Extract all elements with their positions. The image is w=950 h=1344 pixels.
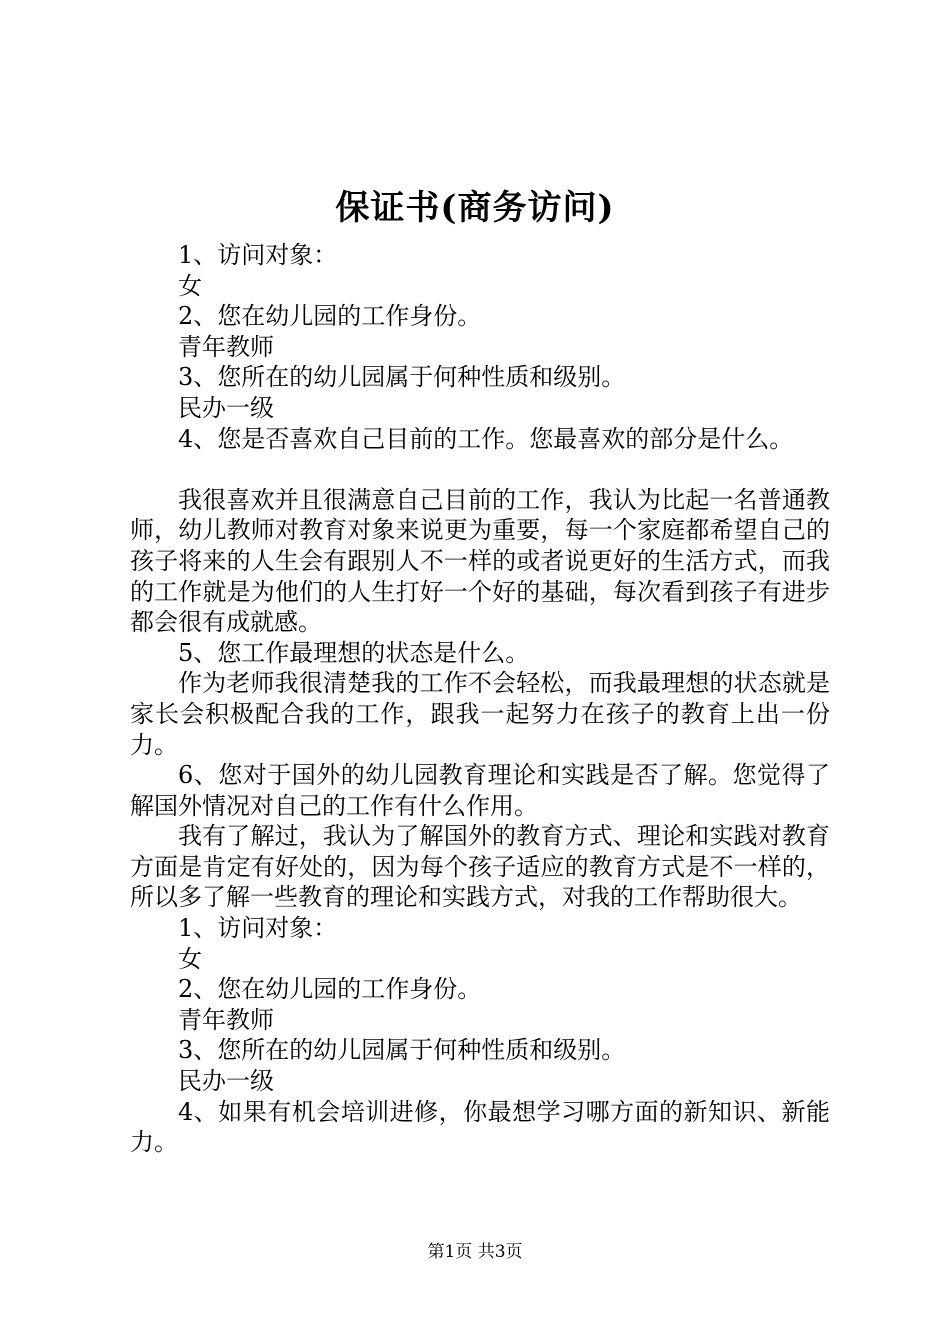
question-line: 3、您所在的幼儿园属于何种性质和级别。 [178, 1036, 626, 1065]
question-line: 1、访问对象： [178, 914, 338, 943]
question-line: 2、您在幼儿园的工作身份。 [178, 975, 482, 1004]
blank-line [130, 454, 830, 485]
answer-line: 民办一级 [178, 393, 274, 422]
answer-line: 女 [178, 944, 202, 973]
answer-line: 民办一级 [178, 1067, 274, 1096]
answer-line: 青年教师 [178, 332, 274, 361]
answer-paragraph: 作为老师我很清楚我的工作不会轻松，而我最理想的状态就是家长会积极配合我的工作，跟我一起努力在孩子的教育上出一份力。 [130, 669, 830, 759]
question-line: 2、您在幼儿园的工作身份。 [178, 302, 482, 331]
answer-paragraph: 我很喜欢并且很满意自己目前的工作，我认为比起一名普通教师，幼儿教师对教育对象来说更为重要，每一个家庭都希望自己的孩子将来的人生会有跟别人不一样的或者说更好的生活方式，而我的工作就是为他们的人生打好一个好的基础，每次看到孩子有进步都会很有成就感。 [130, 485, 830, 637]
question-paragraph: 6、您对于国外的幼儿园教育理论和实践是否了解。您觉得了解国外情况对自己的工作有什么作用。 [130, 761, 830, 820]
document-body [130, 240, 830, 1158]
document-title: 保证书(商务访问) [335, 188, 615, 228]
page-number: 第1页 共3页 [427, 1242, 523, 1262]
answer-line: 女 [178, 271, 202, 300]
question-line: 5、您工作最理想的状态是什么。 [178, 638, 530, 667]
question-line: 1、访问对象： [178, 241, 338, 269]
answer-paragraph: 我有了解过，我认为了解国外的教育方式、理论和实践对教育方面是肯定有好处的，因为每个孩子适应的教育方式是不一样的，所以多了解一些教育的理论和实践方式，对我的工作帮助很大。 [130, 822, 830, 912]
question-line: 3、您所在的幼儿园属于何种性质和级别。 [178, 363, 626, 392]
question-line: 4、您是否喜欢自己目前的工作。您最喜欢的部分是什么。 [178, 424, 794, 453]
question-paragraph: 4、如果有机会培训进修，你最想学习哪方面的新知识、新能力。 [130, 1097, 830, 1157]
answer-line: 青年教师 [178, 1005, 274, 1034]
